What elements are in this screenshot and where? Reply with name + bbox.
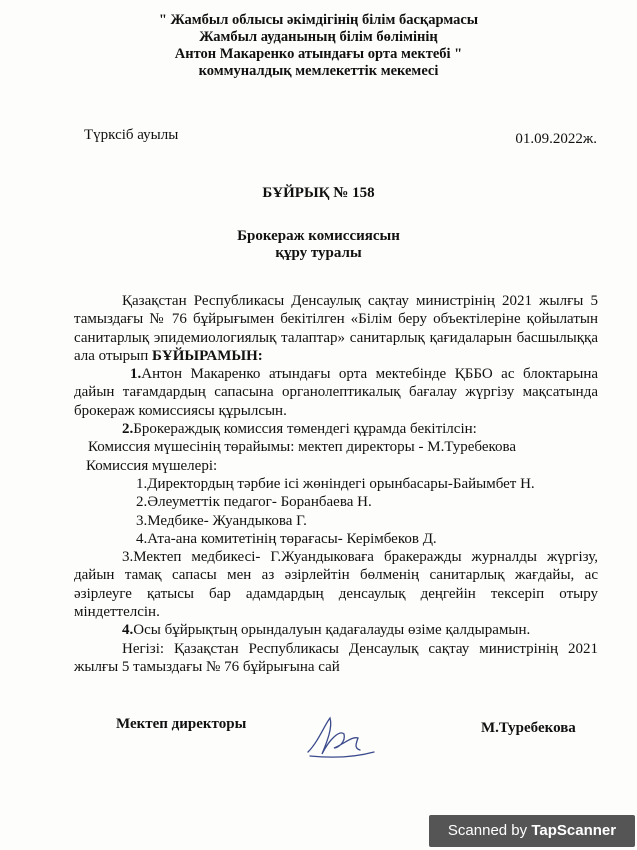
scanner-watermark: [429, 815, 635, 847]
header-line-3: Антон Макаренко атындағы орта мектебі ": [174, 46, 463, 62]
member-1: 1.Директордың тәрбие ісі жөніндегі орынбасары-Байымбет Н.: [136, 475, 535, 492]
item-4-paragraph: [74, 621, 598, 639]
basis-paragraph: Негізі: Қазақстан Республикасы Денсаулық сақтау министрінің 2021 жылғы 5 тамыздағы № 76 бұйрығына сай: [74, 640, 598, 675]
preamble-text: Қазақстан Республикасы Денсаулық сақтау министрінің 2021 жылғы 5 тамыздағы № 76 бұйрығымен бекітілген «Білім беру объектілеріне қойылатын санитарлық эпидемиологиялық талаптар» санитарлық қағидаларын басшылыққа ала отырып: [74, 293, 598, 364]
item-3-paragraph: 3.Мектеп медбикесі- Г.Жуандыковаға бракеражды журналды жүргізу, дайын тамақ сапасы мен аз әзірлейтін бөлменің санитарлық жағдайы, ас әзірлеуге қатысы бар адамдардың денсаулық деңгейін тексеріп отыру міндеттелсін.: [74, 549, 598, 621]
item-1-number: 1.: [130, 366, 142, 383]
item-4-number: 4.: [122, 622, 134, 639]
document-header: [0, 12, 637, 80]
order-title: БҰЙРЫҚ № 158: [262, 185, 375, 201]
header-line-2: Жамбыл ауданының білім бөлімінің: [199, 29, 438, 45]
document-body: [74, 292, 598, 676]
subject-line-2: құру туралы: [275, 245, 362, 261]
member-4: 4.Ата-ана комитетінің төрағасы- Керімбеков Д.: [136, 530, 437, 547]
item-2-paragraph: [74, 420, 598, 438]
handwritten-signature: [300, 708, 380, 764]
signatory-title: Мектеп директоры: [116, 716, 247, 732]
watermark-brand: TapScanner: [531, 822, 617, 839]
watermark-prefix: Scanned by: [447, 822, 528, 839]
signatory-name: М.Туребекова: [481, 720, 576, 736]
place-name: Түрксіб ауылы: [84, 127, 179, 143]
document-date: 01.09.2022ж.: [515, 131, 597, 147]
member-2: 2.Әлеуметтік педагог- Боранбаева Н.: [136, 494, 372, 511]
member-3: 3.Медбике- Жуандыкова Г.: [136, 512, 307, 529]
header-line-4: коммуналдық мемлекеттік мекемесі: [198, 63, 439, 79]
item-4-text: Осы бұйрықтың орындалуын қадағалауды өзіме қалдырамын.: [133, 622, 531, 639]
members-label: Комиссия мүшелері:: [86, 457, 218, 474]
preamble-emphasis: БҰЙЫРАМЫН:: [151, 347, 263, 364]
order-subject: [0, 228, 637, 262]
preamble-paragraph: [74, 292, 598, 365]
item-2-text: Брокераждық комиссия төмендегі құрамда бекітілсін:: [133, 421, 477, 438]
item-1-paragraph: [74, 365, 598, 420]
item-1-text: Антон Макаренко атындағы орта мектебінде ҚББО ас блоктарына дайын тағамдардың сапасына органолептикалық бағалау жүргізу мақсатында брокераж комиссиясы құрылсын.: [74, 366, 598, 419]
subject-line-1: Брокераж комиссиясын: [237, 228, 400, 244]
item-2-number: 2.: [122, 421, 134, 438]
header-line-1: " Жамбыл облысы әкімдігінің білім басқармасы: [158, 12, 479, 28]
commission-chair: Комиссия мүшесінің төрайымы: мектеп директоры - М.Туребекова: [88, 439, 517, 456]
